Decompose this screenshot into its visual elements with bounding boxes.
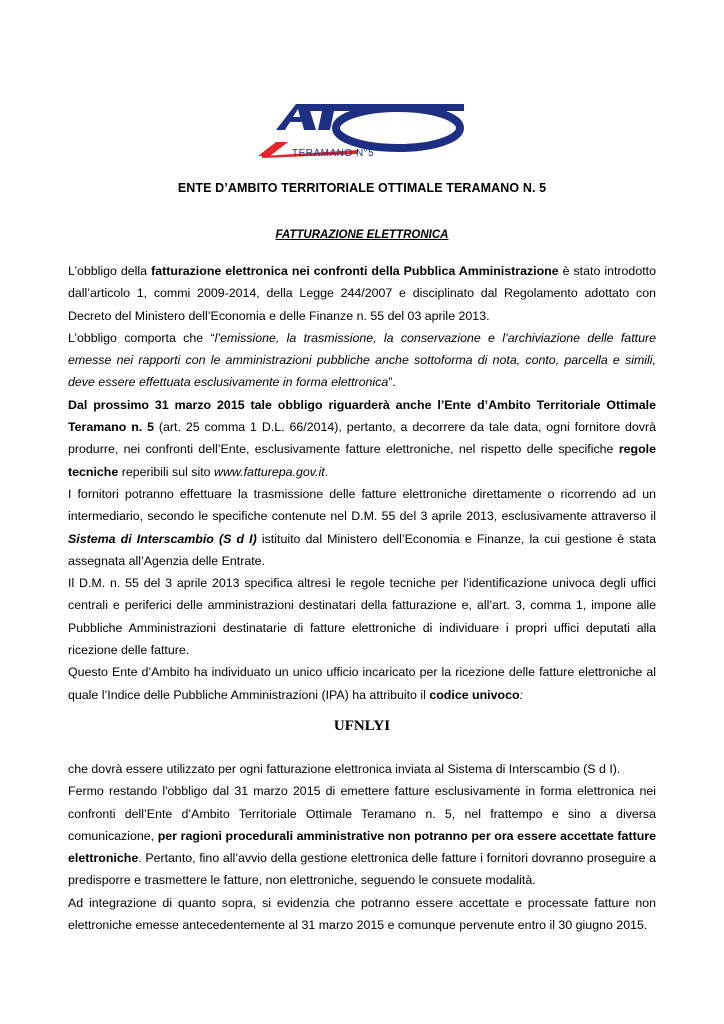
paragraph-9: Ad integrazione di quanto sopra, si evidenzia che potranno essere accettate e processate fatture non elettroniche emesse antecedentemente al 31 marzo 2015 e comunque pervenute entro il 30 giugno 2015.: [68, 895, 656, 933]
page-title: ENTE D’AMBITO TERRITORIALE OTTIMALE TERAMANO N. 5: [177, 181, 547, 195]
paragraph-3: Dal prossimo 31 marzo 2015 tale obbligo riguarderà anche l’Ente d’Ambito Territoriale Ottimale Teramano n. 5 (art. 25 comma 1 D.L. 66/2014), pertanto, a decorrere da tale data, ogni fornitore dovrà produrre, nei confronti dell’Ente, esclusivamente fatture elettroniche, nel rispetto delle specifiche regole tecniche reperibili sul sito www.fatturepa.gov.it.: [68, 397, 656, 479]
paragraph-6: Questo Ente d’Ambito ha individuato un unico ufficio incaricato per la ricezione delle fatture elettroniche al quale l’Indice delle Pubbliche Amministrazioni (IPA) ha attribuito il codice univoco:: [68, 665, 656, 702]
section-subtitle: FATTURAZIONE ELETTRONICA: [275, 229, 449, 241]
paragraph-7: che dovrà essere utilizzato per ogni fatturazione elettronica inviata al Sistema di Interscambio (S d I).: [68, 762, 621, 776]
unique-code: UFNLYI: [333, 718, 391, 734]
paragraph-1: L’obbligo della fatturazione elettronica nei confronti della Pubblica Amministrazione è stato introdotto dall’articolo 1, commi 2009-2014, della Legge 244/2007 e disciplinato dal Regolamento adottato con Decreto del Ministero dell’Economia e delle Finanze n. 55 del 03 aprile 2013.: [68, 264, 656, 323]
logo-subtext: TERAMANO N°5: [292, 148, 375, 159]
website-link: www.fatturepa.gov.it: [214, 464, 325, 479]
ato-logo: [258, 98, 470, 160]
paragraph-2: L’obbligo comporta che “l’emissione, la trasmissione, la conservazione e l’archiviazione delle fatture emesse nei rapporti con le amministrazioni pubbliche anche sottoforma di nota, conto, parcella e simili, deve essere effettuata esclusivamente in forma elettronica”.: [68, 330, 656, 390]
body-text-bottom: [68, 758, 656, 936]
body-text-top: [68, 260, 656, 706]
paragraph-5: Il D.M. n. 55 del 3 aprile 2013 specifica altresì le regole tecniche per l’identificazione univoca degli uffici centrali e periferici delle amministrazioni destinatari della fatturazione e, all’art. 3, comma 1, impone alle Pubbliche Amministrazioni destinatarie di fatture elettroniche di individuare i propri uffici deputati alla ricezione delle fatture.: [68, 576, 656, 658]
paragraph-4: I fornitori potranno effettuare la trasmissione delle fatture elettroniche direttamente o ricorrendo ad un intermediario, secondo le specifiche contenute nel D.M. 55 del 3 aprile 2013, esclusivamente attraverso il Sistema di Interscambio (S d I) istituito dal Ministero dell’Economia e Finanze, la cui gestione è stata assegnata all’Agenzia delle Entrate.: [68, 486, 656, 568]
paragraph-8: Fermo restando l'obbligo dal 31 marzo 2015 di emettere fatture esclusivamente in forma elettronica nei confronti dell’Ente d’Ambito Territoriale Ottimale Teramano n. 5, nel frattempo e sino a diversa comunicazione, per ragioni procedurali amministrative non potranno per ora essere accettate fatture elettroniche. Pertanto, fino all’avvio della gestione elettronica delle fatture i fornitori dovranno proseguire a predisporre e trasmettere le fatture, non elettroniche, seguendo le consuete modalità.: [68, 784, 656, 888]
